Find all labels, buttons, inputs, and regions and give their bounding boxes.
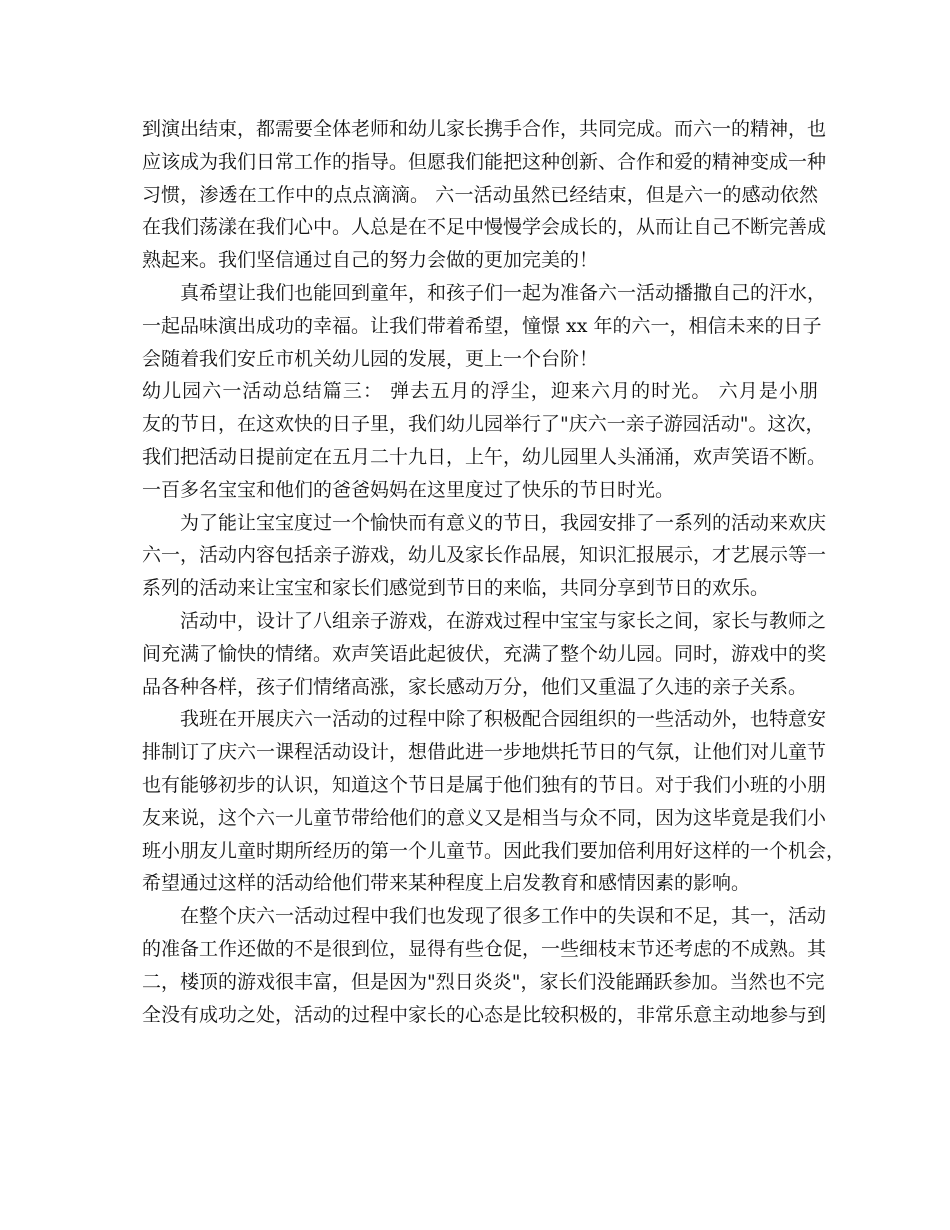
text-line: 幼儿园六一活动总结篇三： 弹去五月的浮尘，迎来六月的时光。 六月是小朋 (142, 380, 818, 403)
text-line: 班小朋友儿童时期所经历的第一个儿童节。因此我们要加倍利用好这样的一个机会， (142, 839, 846, 862)
text-line: 排制订了庆六一课程活动设计，想借此进一步地烘托节日的气氛，让他们对儿童节 (142, 741, 827, 764)
text-line: 熟起来。我们坚信通过自己的努力会做的更加完美的！ (142, 249, 599, 272)
text-line: 会随着我们安丘市机关幼儿园的发展，更上一个台阶！ (142, 347, 599, 370)
text-line: 品各种各样，孩子们情绪高涨，家长感动万分，他们又重温了久违的亲子关系。 (142, 675, 808, 698)
text-line: 为了能让宝宝度过一个愉快而有意义的节日，我园安排了一系列的活动来欢庆 (180, 511, 827, 534)
text-line: 希望通过这样的活动给他们带来某种程度上启发教育和感情因素的影响。 (142, 872, 751, 895)
text-line: 一起品味演出成功的幸福。让我们带着希望，憧憬 xx 年的六一，相信未来的日子 (142, 314, 822, 337)
text-line: 六一，活动内容包括亲子游戏，幼儿及家长作品展，知识汇报展示，才艺展示等一 (142, 544, 827, 567)
text-line: 活动中，设计了八组亲子游戏，在游戏过程中宝宝与家长之间，家长与教师之 (180, 609, 827, 632)
text-line: 我班在开展庆六一活动的过程中除了积极配合园组织的一些活动外，也特意安 (180, 708, 827, 731)
text-line: 间充满了愉快的情绪。欢声笑语此起彼伏，充满了整个幼儿园。同时，游戏中的奖 (142, 642, 827, 665)
text-line: 到演出结束，都需要全体老师和幼儿家长携手合作，共同完成。而六一的精神，也 (142, 118, 827, 140)
text-line: 也有能够初步的认识，知道这个节日是属于他们独有的节日。对于我们小班的小朋 (142, 773, 827, 796)
text-line: 友的节日，在这欢快的日子里，我们幼儿园举行了"庆六一亲子游园活动"。这次， (142, 413, 825, 436)
text-line: 我们把活动日提前定在五月二十九日，上午，幼儿园里人头涌涌，欢声笑语不断。 (142, 445, 827, 468)
text-line: 习惯，渗透在工作中的点点滴滴。 六一活动虽然已经结束，但是六一的感动依然 (142, 183, 818, 206)
text-line: 系列的活动来让宝宝和家长们感觉到节日的来临，共同分享到节日的欢乐。 (142, 577, 770, 600)
text-line: 在我们荡漾在我们心中。人总是在不足中慢慢学会成长的，从而让自己不断完善成 (142, 216, 827, 239)
text-line: 全没有成功之处，活动的过程中家长的心态是比较积极的，非常乐意主动地参与到 (142, 1003, 827, 1026)
text-line: 应该成为我们日常工作的指导。但愿我们能把这种创新、合作和爱的精神变成一种 (142, 150, 827, 173)
text-line: 二，楼顶的游戏很丰富，但是因为"烈日炎炎"，家长们没能踊跃参加。当然也不完 (142, 970, 825, 993)
text-line: 在整个庆六一活动过程中我们也发现了很多工作中的失误和不足，其一，活动 (180, 905, 827, 928)
text-line: 一百多名宝宝和他们的爸爸妈妈在这里度过了快乐的节日时光。 (142, 478, 675, 501)
document-body (142, 113, 846, 1031)
text-line: 的准备工作还做的不是很到位，显得有些仓促，一些细枝末节还考虑的不成熟。其 (142, 937, 827, 960)
text-line: 真希望让我们也能回到童年，和孩子们一起为准备六一活动播撒自己的汗水， (180, 281, 827, 304)
text-line: 友来说，这个六一儿童节带给他们的意义又是相当与众不同，因为这毕竟是我们小 (142, 806, 827, 829)
